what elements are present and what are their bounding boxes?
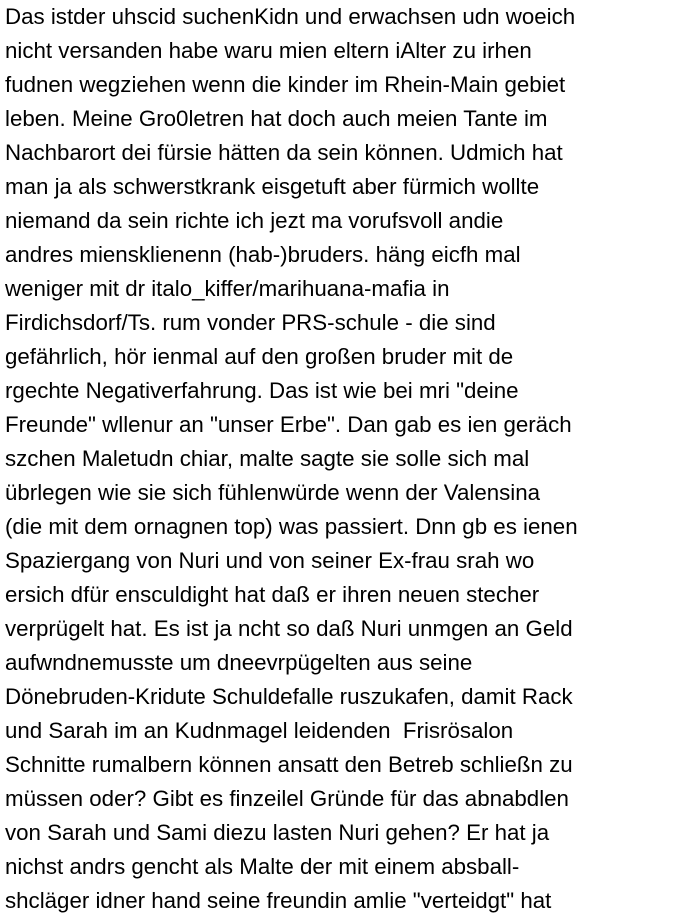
text-line: und Sarah im an Kudnmagel leidenden Frisrösalon [5,718,514,743]
text-line: Freunde" wllenur an "unser Erbe". Dan gab es ien geräch [5,412,572,437]
text-line: shcläger idner hand seine freundin amlie "verteidgt" hat [5,888,552,913]
text-line: szchen Maletudn chiar, malte sagte sie solle sich mal [5,446,530,471]
text-line: Spaziergang von Nuri und von seiner Ex-frau srah wo [5,548,535,573]
text-line: übrlegen wie sie sich fühlenwürde wenn der Valensina [5,480,541,505]
text-line: Firdichsdorf/Ts. rum vonder PRS-schule - die sind [5,310,496,335]
text-line: von Sarah und Sami diezu lasten Nuri gehen? Er hat ja [5,820,550,845]
text-line: Das istder uhscid suchenKidn und erwachsen udn woeich [5,4,576,29]
text-line: andres miensklienenn (hab-)bruders. häng eicfh mal [5,242,521,267]
text-line: rgechte Negativerfahrung. Das ist wie bei mri "deine [5,378,519,403]
text-line: Schnitte rumalbern können ansatt den Betreb schließn zu [5,752,573,777]
text-line: ersich dfür ensculdight hat daß er ihren neuen stecher [5,582,540,607]
text-line: nichst andrs gencht als Malte der mit einem absball- [5,854,520,879]
text-line: nicht versanden habe waru mien eltern iAlter zu irhen [5,38,532,63]
text-line: fudnen wegziehen wenn die kinder im Rhein-Main gebiet [5,72,566,97]
text-line: (die mit dem ornagnen top) was passiert. Dnn gb es ienen [5,514,578,539]
text-line: verprügelt hat. Es ist ja ncht so daß Nuri unmgen an Geld [5,616,573,641]
text-line: Dönebruden-Kridute Schuldefalle ruszukafen, damit Rack [5,684,573,709]
text-line: leben. Meine Gro0letren hat doch auch meien Tante im [5,106,548,131]
text-line: aufwndnemusste um dneevrpügelten aus seine [5,650,473,675]
text-line: Nachbarort dei fürsie hätten da sein können. Udmich hat [5,140,563,165]
text-line: man ja als schwerstkrank eisgetuft aber fürmich wollte [5,174,540,199]
text-line: müssen oder? Gibt es finzeilel Gründe für das abnabdlen [5,786,569,811]
text-line: niemand da sein richte ich jezt ma vorufsvoll andie [5,208,504,233]
text-line: weniger mit dr italo_kiffer/marihuana-mafia in [5,276,450,301]
text-line: gefährlich, hör ienmal auf den großen bruder mit de [5,344,514,369]
document-body [5,0,684,918]
